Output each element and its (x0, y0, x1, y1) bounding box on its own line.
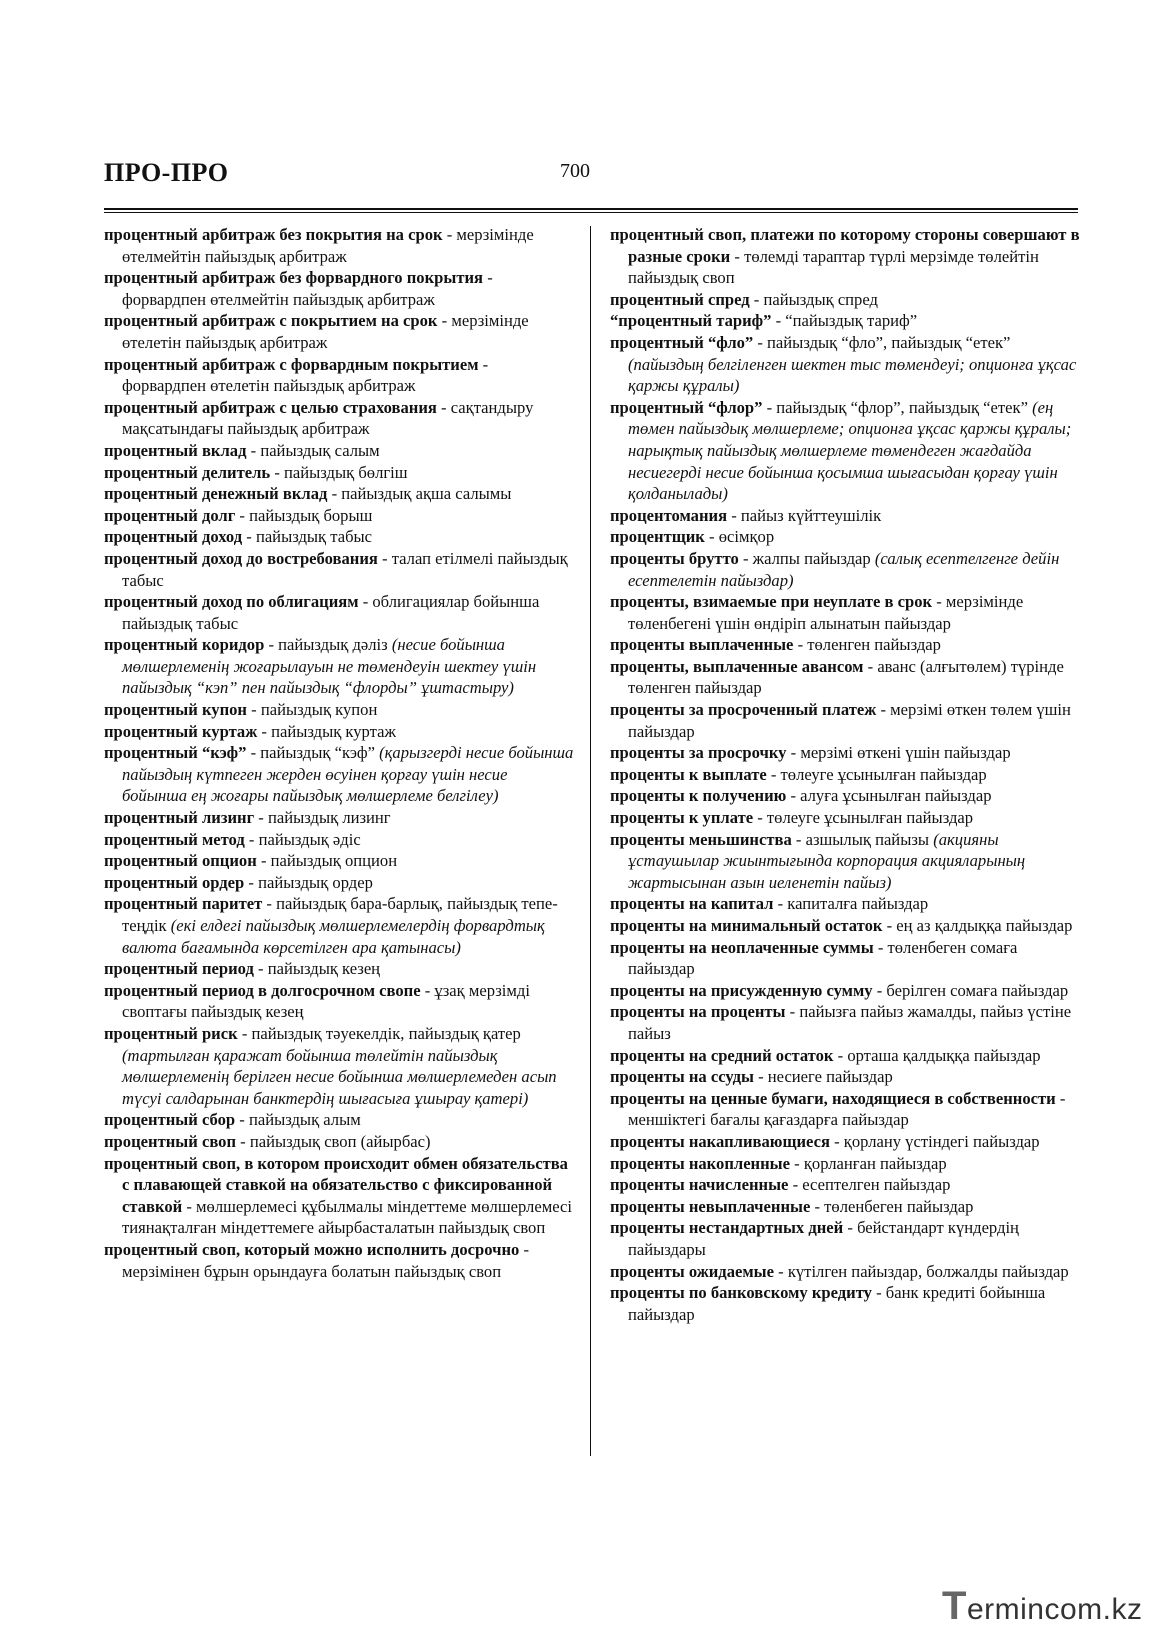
entry-note: (пайыздың белгіленген шектен тыс төмендеуі; опционға ұқсас қаржы құралы) (628, 354, 1077, 396)
entry-translation: пайыздық “кэф” (260, 743, 375, 763)
dictionary-entry: проценты за просроченный платеж - мерзімі өткен төлем үшін пайыздар (610, 700, 1071, 741)
dictionary-entry: процентный купон - пайыздық купон (104, 700, 378, 720)
dictionary-entry: процентный арбитраж без форвардного покрытия - форвардпен өтелмейтін пайыздық арбитраж (104, 268, 493, 309)
dictionary-entry: проценты накопленные - қорланған пайыздар (610, 1153, 947, 1173)
header-rule (104, 208, 1078, 213)
entry-term: процентный “кэф” (104, 743, 247, 763)
entry-term: процентный “флор” (610, 397, 763, 417)
entry-translation: пайыздық ордер (258, 872, 373, 892)
entry-term: проценты на ценные бумаги, находящиеся в собственности (610, 1088, 1056, 1108)
entry-term: процентный паритет (104, 894, 263, 914)
entry-translation: төленбеген пайыздар (824, 1196, 974, 1216)
entry-translation: мерзімінде төленбегені үшін өндіріп алынатын пайыздар (628, 592, 1024, 633)
entry-translation: бейстандарт күндердің пайыздары (628, 1218, 1019, 1259)
entry-term: проценты, взимаемые при неуплате в срок (610, 592, 933, 612)
dictionary-entry: проценты на присужденную сумму - берілген сомаға пайыздар (610, 980, 1069, 1000)
entry-term: проценты за просрочку (610, 743, 787, 763)
entry-term: проценты на средний остаток (610, 1045, 834, 1065)
left-column (104, 224, 574, 1282)
dictionary-entry: проценты выплаченные - төленген пайыздар (610, 635, 941, 655)
entry-translation: пайыздық кезең (267, 959, 381, 979)
entry-term: процентный коридор (104, 635, 265, 655)
entry-translation: талап етілмелі пайыздық табыс (122, 548, 568, 590)
entry-translation: пайыздық тәуекелдік, пайыздық қатер (251, 1023, 521, 1043)
entry-term: проценты к уплате (610, 808, 754, 828)
entry-translation: пайыздық бара-барлық, пайыздық тепе-теңдік (122, 894, 558, 935)
dictionary-entry: процентщик - өсімқор (610, 527, 775, 547)
entry-translation: облигациялар бойынша пайыздық табыс (122, 592, 540, 633)
entry-term: процентный арбитраж с покрытием на срок (104, 311, 438, 331)
entry-translation: пайыздық салым (260, 440, 380, 460)
entry-translation: ұзақ мерзімді своптағы пайыздық кезең (122, 980, 530, 1022)
entry-translation: несиеге пайыздар (767, 1067, 893, 1087)
column-divider (590, 226, 591, 1456)
entry-term: процентный период в долгосрочном свопе (104, 980, 421, 1000)
dictionary-entry: проценты невыплаченные - төленбеген пайыздар (610, 1196, 974, 1216)
entry-translation: төленген пайыздар (807, 635, 941, 655)
entry-translation: сақтандыру мақсатындағы пайыздық арбитраж (122, 397, 534, 439)
dictionary-entry: процентный своп, который можно исполнить досрочно - мерзімінен бұрын орындауға болатын пайыздық своп (104, 1239, 529, 1281)
entry-term: проценты начисленные (610, 1175, 789, 1195)
entry-translation: жалпы пайыздар (752, 548, 871, 568)
dictionary-entry: проценты ожидаемые - күтілген пайыздар, болжалды пайыздар (610, 1261, 1069, 1281)
dictionary-entry: процентный доход - пайыздық табыс (104, 527, 373, 547)
dictionary-entry: процентный метод - пайыздық әдіс (104, 829, 361, 849)
entry-translation: пайыздық әдіс (258, 829, 361, 849)
entry-term: процентный арбитраж с форвардным покрытием (104, 354, 479, 374)
entry-term: процентный опцион (104, 851, 257, 871)
entry-translation: мерзімінен бұрын орындауға болатын пайыздық своп (122, 1261, 502, 1281)
entry-translation: пайыздық своп (айырбас) (249, 1131, 431, 1151)
dictionary-entry: проценты, выплаченные авансом - аванс (алғытөлем) түрінде төленген пайыздар (610, 656, 1064, 698)
entry-term: проценты ожидаемые (610, 1261, 774, 1281)
entry-term: процентный арбитраж без форвардного покрытия (104, 268, 484, 288)
dictionary-entry: проценты на проценты - пайызға пайыз жамалды, пайыз үстіне пайыз (610, 1002, 1072, 1043)
dictionary-entry: процентный период в долгосрочном свопе - ұзақ мерзімді своптағы пайыздық кезең (104, 980, 530, 1022)
entry-term: проценты на капитал (610, 894, 774, 914)
entry-note: (несие бойынша мөлшерлеменің жоғарылауын не төмендеуін шектеу үшін пайыздық “кэп” пен пайыздық “флорды” ұштастыру) (122, 635, 537, 698)
entry-translation: төлеуге ұсынылған пайыздар (780, 764, 987, 784)
entry-term: процентный долг (104, 505, 236, 525)
entry-translation: пайыздық купон (260, 700, 378, 720)
dictionary-entry: процентный арбитраж с покрытием на срок - мерзімінде өтелетін пайыздық арбитраж (104, 311, 529, 352)
entry-translation: пайыздық бөлгіш (284, 462, 408, 482)
entry-translation: пайыздық лизинг (267, 808, 391, 828)
entry-term: проценты накопленные (610, 1153, 791, 1173)
page-header-title: ПРО-ПРО (104, 158, 229, 187)
dictionary-entry: процентный риск - пайыздық тәуекелдік, пайыздық қатер (тартылған қаражат бойынша төлейтін пайыздық мөлшерлеменің берілген несие бойынша мөлшерлемеден асып түсуі салдарынан банктердің шығасыға ұшырау қатері) (104, 1023, 557, 1108)
dictionary-entry: проценты меньшинства - азшылық пайызы (акцияны ұстаушылар жиынтығында корпорация акцияларының жартысынан азын иеленетін пайыз) (610, 829, 1026, 892)
entry-translation: пайыздық дәліз (278, 635, 388, 655)
entry-translation: пайыздық “флор”, пайыздық “етек” (776, 397, 1028, 417)
dictionary-entry: проценты на капитал - капиталға пайыздар (610, 894, 929, 914)
entry-translation: мерзімінде өтелетін пайыздық арбитраж (122, 311, 529, 352)
dictionary-entry: процентный лизинг - пайыздық лизинг (104, 808, 391, 828)
entry-translation: капиталға пайыздар (787, 894, 929, 914)
dictionary-entry: процентный опцион - пайыздық опцион (104, 851, 398, 871)
dictionary-entry: процентный своп, платежи по которому стороны совершают в разные сроки - төлемді тараптар түрлі мерзімде төлейтін пайыздық своп (610, 225, 1080, 288)
dictionary-entry: процентный период - пайыздық кезең (104, 959, 381, 979)
dictionary-entry: процентный своп - пайыздық своп (айырбас) (104, 1131, 431, 1151)
dictionary-entry: процентный “флор” - пайыздық “флор”, пайыздық “етек” (ең төмен пайыздық мөлшерлеме; опционға ұқсас қаржы құралы; нарықтық пайыздық мөлшерлеме төмендеген жағдайда несиегерді несие бойынша қосымша шығасыдан қорғау үшін қолданылады) (610, 397, 1072, 504)
entry-term: процентный денежный вклад (104, 484, 328, 504)
entry-term: процентный делитель (104, 462, 271, 482)
dictionary-entry: процентный сбор - пайыздық алым (104, 1110, 361, 1130)
entry-term: процентный арбитраж с целью страхования (104, 397, 437, 417)
logo-t: T (942, 1584, 967, 1628)
entry-translation: күтілген пайыздар, болжалды пайыздар (787, 1261, 1069, 1281)
entry-note: (акцияны ұстаушылар жиынтығында корпорация акцияларының жартысынан азын иеленетін пайыз) (628, 829, 1026, 892)
dictionary-entry: процентомания - пайыз күйттеушілік (610, 505, 882, 525)
dictionary-entry: проценты, взимаемые при неуплате в срок - мерзімінде төленбегені үшін өндіріп алынатын пайыздар (610, 592, 1024, 633)
entry-term: процентщик (610, 527, 705, 547)
dictionary-entry: проценты к выплате - төлеуге ұсынылған пайыздар (610, 764, 987, 784)
entry-translation: форвардпен өтелетін пайыздық арбитраж (122, 376, 416, 396)
entry-term: процентный доход (104, 527, 243, 547)
entry-term: проценты за просроченный платеж (610, 700, 877, 720)
dictionary-entry: процентный паритет - пайыздық бара-барлық, пайыздық тепе-теңдік (екі елдегі пайыздық мөлшерлемелердің форвардтық валюта бағамында көрсетілген ара қатынасы) (104, 894, 558, 957)
dictionary-entry: процентный ордер - пайыздық ордер (104, 872, 373, 892)
entry-term: процентный сбор (104, 1110, 236, 1130)
entry-translation: аванс (алғытөлем) түрінде төленген пайыздар (628, 656, 1064, 698)
entry-translation: пайыздық опцион (270, 851, 398, 871)
entry-translation: төленбеген сомаға пайыздар (628, 937, 1018, 979)
dictionary-entry: процентный арбитраж с форвардным покрытием - форвардпен өтелетін пайыздық арбитраж (104, 354, 489, 396)
dictionary-entry: процентный “кэф” - пайыздық “кэф” (қарызгерді несие бойынша пайыздың күтпеген жерден өсуінен қорғау үшін несие бойынша ең жоғары пайыздық мөлшерлеме белгілеу) (104, 743, 574, 806)
entry-note: (ең төмен пайыздық мөлшерлеме; опционға ұқсас қаржы құралы; нарықтық пайыздық мөлшерлеме төмендеген жағдайда несиегерді несие бойынша қосымша шығасыдан қорғау үшін қолданылады) (628, 397, 1072, 504)
dictionary-entry: процентный арбитраж без покрытия на срок - мерзімінде өтелмейтін пайыздық арбитраж (104, 225, 534, 266)
entry-term: проценты выплаченные (610, 635, 794, 655)
entry-term: проценты невыплаченные (610, 1196, 811, 1216)
termincom-logo (942, 1584, 1142, 1629)
entry-term: проценты нестандартных дней (610, 1218, 844, 1238)
dictionary-entry: проценты на ссуды - несиеге пайыздар (610, 1067, 893, 1087)
entry-translation: меншіктегі бағалы қағаздарға пайыздар (628, 1110, 909, 1130)
entry-term: процентный доход до востребования (104, 548, 378, 568)
entry-translation: төлемді тараптар түрлі мерзімде төлейтін пайыздық своп (628, 246, 1039, 288)
page-number: 700 (560, 160, 590, 182)
dictionary-entry: процентный арбитраж с целью страхования - сақтандыру мақсатындағы пайыздық арбитраж (104, 397, 534, 439)
entry-term: процентомания (610, 505, 728, 525)
entry-term: “процентный тариф” (610, 311, 772, 331)
dictionary-entry: процентный вклад - пайыздық салым (104, 440, 380, 460)
entry-translation: есептелген пайыздар (802, 1175, 951, 1195)
entry-translation: форвардпен өтелмейтін пайыздық арбитраж (122, 289, 435, 309)
entry-note: (екі елдегі пайыздық мөлшерлемелердің форвардтық валюта бағамында көрсетілген ара қатынасы) (122, 916, 545, 957)
entry-term: проценты на неоплаченные суммы (610, 937, 874, 957)
entry-translation: пайызға пайыз жамалды, пайыз үстіне пайыз (628, 1002, 1072, 1043)
entry-term: процентный метод (104, 829, 245, 849)
entry-note: (тартылған қаражат бойынша төлейтін пайыздық мөлшерлеменің берілген несие бойынша мөлшерлемеден асып түсуі салдарынан банктердің шығасыға ұшырау қатері) (122, 1045, 557, 1108)
entry-term: проценты на присужденную сумму (610, 980, 873, 1000)
entry-term: процентный спред (610, 289, 750, 309)
entry-translation: төлеуге ұсынылған пайыздар (766, 808, 974, 828)
entry-term: проценты накапливающиеся (610, 1131, 830, 1151)
entry-term: процентный период (104, 959, 254, 979)
entry-term: процентный доход по облигациям (104, 592, 359, 612)
dictionary-entry: проценты на минимальный остаток - ең аз қалдыққа пайыздар (610, 916, 1073, 935)
dictionary-entry: проценты к получению - алуға ұсынылған пайыздар (610, 786, 992, 806)
entry-term: проценты по банковскому кредиту (610, 1283, 872, 1303)
entry-translation: өсімқор (718, 527, 775, 547)
dictionary-entry: проценты на ценные бумаги, находящиеся в собственности - меншіктегі бағалы қағаздарға пайыздар (610, 1088, 1066, 1130)
entry-term: проценты на проценты (610, 1002, 786, 1022)
entry-term: процентный вклад (104, 440, 247, 460)
entry-term: процентный лизинг (104, 808, 255, 828)
entry-term: проценты, выплаченные авансом (610, 656, 864, 676)
dictionary-entry: процентный доход по облигациям - облигациялар бойынша пайыздық табыс (104, 592, 540, 633)
dictionary-entry: “процентный тариф” - “пайыздық тариф” (610, 311, 918, 331)
entry-translation: азшылық пайызы (805, 829, 930, 849)
entry-term: процентный своп (104, 1131, 237, 1151)
dictionary-entry: процентный делитель - пайыздық бөлгіш (104, 462, 408, 482)
entry-term: процентный своп, платежи по которому стороны совершают в разные сроки (610, 225, 1080, 266)
entry-translation: пайыздық куртаж (271, 721, 396, 741)
entry-term: процентный куртаж (104, 721, 258, 741)
entry-term: процентный ордер (104, 872, 245, 892)
entry-note: (қарызгерді несие бойынша пайыздың күтпеген жерден өсуінен қорғау үшін несие бойынша ең жоғары пайыздық мөлшерлеме белгілеу) (122, 743, 574, 806)
entry-translation: орташа қалдыққа пайыздар (847, 1045, 1041, 1065)
entry-term: процентный арбитраж без покрытия на срок (104, 225, 443, 244)
entry-term: проценты меньшинства (610, 829, 792, 849)
entry-translation: қорлану үстіндегі пайыздар (843, 1131, 1040, 1151)
entry-translation: пайыздық спред (763, 289, 878, 309)
dictionary-entry: процентный своп, в котором происходит обмен обязательства с плавающей ставкой на обязательство с фиксированной ставкой - мөлшерлемесі құбылмалы міндеттеме мөлшерлемесі тиянақталған міндеттемеге айырбасталатын пайыздық своп (104, 1153, 572, 1238)
entry-translation: пайыздық алым (248, 1110, 361, 1130)
entry-term: процентный своп, который можно исполнить досрочно (104, 1239, 520, 1259)
dictionary-entry: проценты накапливающиеся - қорлану үстіндегі пайыздар (610, 1131, 1040, 1151)
entry-term: процентный своп, в котором происходит обмен обязательства с плавающей ставкой на обязательство с фиксированной ставкой (104, 1153, 568, 1216)
entry-translation: пайыздық “фло”, пайыздық “етек” (767, 332, 1011, 352)
dictionary-entry: проценты по банковскому кредиту - банк кредиті бойынша пайыздар (610, 1283, 1046, 1324)
entry-translation: мерзімі өткен төлем үшін пайыздар (628, 700, 1071, 741)
dictionary-entry: проценты к уплате - төлеуге ұсынылған пайыздар (610, 808, 974, 828)
dictionary-entry: процентный долг - пайыздық борыш (104, 505, 373, 525)
dictionary-entry: проценты на средний остаток - орташа қалдыққа пайыздар (610, 1045, 1041, 1065)
right-column (610, 224, 1080, 1325)
entry-translation: қорланған пайыздар (803, 1153, 947, 1173)
entry-term: проценты на ссуды (610, 1067, 754, 1087)
entry-term: проценты брутто (610, 548, 739, 568)
entry-translation: пайыз күйттеушілік (740, 505, 882, 525)
entry-translation: банк кредиті бойынша пайыздар (628, 1283, 1046, 1324)
entry-term: процентный риск (104, 1023, 238, 1043)
dictionary-entry: процентный коридор - пайыздық дәліз (несие бойынша мөлшерлеменің жоғарылауын не төмендеуін шектеу үшін пайыздық “кэп” пен пайыздық “флорды” ұштастыру) (104, 635, 537, 698)
entry-translation: мерзімі өткені үшін пайыздар (800, 743, 1011, 763)
dictionary-entry: проценты за просрочку - мерзімі өткені үшін пайыздар (610, 743, 1011, 763)
dictionary-entry: проценты нестандартных дней - бейстандарт күндердің пайыздары (610, 1218, 1019, 1259)
entry-translation: мерзімінде өтелмейтін пайыздық арбитраж (122, 225, 534, 266)
entry-translation: пайыздық табыс (255, 527, 373, 547)
entry-translation: мөлшерлемесі құбылмалы міндеттеме мөлшерлемесі тиянақталған міндеттемеге айырбасталатын пайыздық своп (122, 1196, 572, 1238)
logo-text: ermincom.kz (966, 1593, 1143, 1626)
entry-translation: ең аз қалдыққа пайыздар (896, 916, 1073, 935)
dictionary-entry: проценты начисленные - есептелген пайыздар (610, 1175, 951, 1195)
dictionary-entry: проценты брутто - жалпы пайыздар (салық есептелгенге дейін есептелетін пайыздар) (610, 548, 1060, 590)
entry-term: процентный купон (104, 700, 247, 720)
entry-term: проценты к выплате (610, 764, 767, 784)
entry-translation: берілген сомаға пайыздар (886, 980, 1069, 1000)
entry-translation: “пайыздық тариф” (785, 311, 918, 331)
entry-translation: пайыздық ақша салымы (341, 484, 512, 504)
dictionary-entry: процентный “фло” - пайыздық “фло”, пайыздық “етек” (пайыздың белгіленген шектен тыс төмендеуі; опционға ұқсас қаржы құралы) (610, 332, 1077, 396)
entry-note: (салық есептелгенге дейін есептелетін пайыздар) (628, 548, 1060, 590)
entry-term: проценты к получению (610, 786, 787, 806)
dictionary-entry: процентный денежный вклад - пайыздық ақша салымы (104, 484, 512, 504)
dictionary-entry: процентный доход до востребования - талап етілмелі пайыздық табыс (104, 548, 568, 590)
entry-translation: пайыздық борыш (249, 505, 373, 525)
entry-translation: алуға ұсынылған пайыздар (800, 786, 992, 806)
dictionary-entry: процентный куртаж - пайыздық куртаж (104, 721, 396, 741)
entry-term: процентный “фло” (610, 332, 754, 352)
dictionary-entry: процентный спред - пайыздық спред (610, 289, 878, 309)
dictionary-entry: проценты на неоплаченные суммы - төленбеген сомаға пайыздар (610, 937, 1018, 979)
entry-term: проценты на минимальный остаток (610, 916, 883, 935)
